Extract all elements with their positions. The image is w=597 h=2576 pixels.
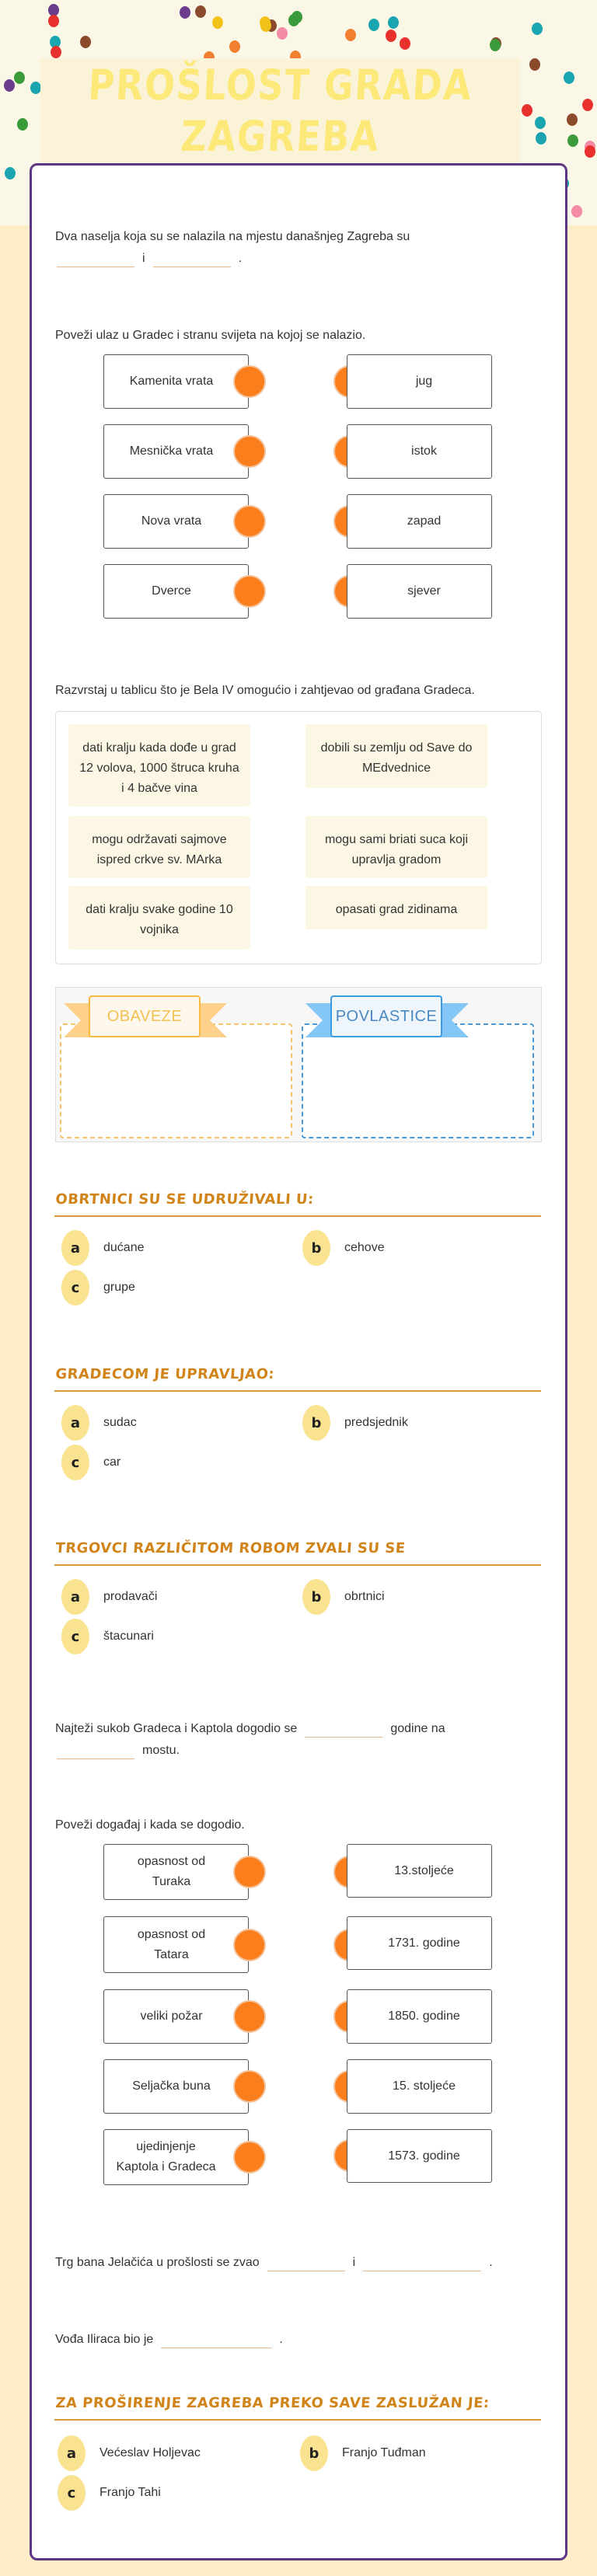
option-label: prodavači [103,1590,158,1603]
match-label: 15. stoljeće [393,2079,456,2093]
match-right-item[interactable] [347,1844,492,1898]
answer-blank-2[interactable] [153,250,231,267]
option-label: grupe [103,1281,135,1294]
mc-option-c[interactable] [61,1619,154,1654]
option-letter-badge: b [302,1230,330,1266]
mc-question-title: GRADECOM JE UPRAVLJAO: [54,1366,543,1392]
polka-dot [5,167,16,180]
match-left-item[interactable] [103,354,249,409]
polka-dot [195,5,206,18]
polka-dot [30,82,41,94]
mc-option-a[interactable] [61,1579,157,1615]
question-fill-blank-settlements [55,226,542,270]
option-letter-badge: c [61,1270,89,1305]
draggable-sort-item[interactable]: mogu sami briati suca koji upravlja gradom [305,816,487,878]
polka-dot [51,46,61,58]
option-letter-badge: c [58,2475,86,2511]
draggable-sort-item[interactable]: dobili su zemlju od Save do MEdvednice [305,724,487,788]
match-label: ujedinjenje Kaptola i Gradeca [116,2140,216,2173]
option-label: car [103,1455,121,1469]
question-match-events-prompt [55,1814,542,1836]
question-text: Poveži ulaz u Gradec i stranu svijeta na kojoj se nalazio. [55,329,366,342]
match-connector-dot[interactable] [233,2141,266,2173]
question-text: Razvrstaj u tablicu što je Bela IV omogućio i zahtjevao od građana Gradeca. [55,684,475,697]
polka-dot [14,71,25,84]
mc-option-b[interactable] [302,1579,385,1615]
ribbon-povlastice [305,995,469,1037]
match-label: Kamenita vrata [129,375,214,388]
polka-dot [368,19,379,31]
polka-dot [522,104,532,117]
match-label: sjever [407,584,441,598]
match-right-item[interactable] [347,1989,492,2044]
match-label: Mesnička vrata [129,444,214,458]
option-label: štacunari [103,1630,154,1643]
polka-dot [288,14,299,26]
polka-dot [345,29,356,41]
match-right-item[interactable] [347,1916,492,1970]
option-label: dućane [103,1241,145,1254]
ribbon-obaveze [64,995,227,1037]
mc-option-b[interactable] [300,2435,426,2471]
polka-dot [4,79,15,92]
question-match-gates-prompt [55,325,542,347]
option-letter-badge: a [58,2435,86,2471]
question-text: Vođa Iliraca bio je [55,2333,154,2346]
answer-blank-year[interactable] [305,1720,382,1738]
match-right-item[interactable] [347,564,492,619]
match-connector-dot[interactable] [233,2070,266,2103]
question-sort-prompt [55,680,542,702]
polka-dot [386,30,396,42]
match-connector-dot[interactable] [233,1856,266,1888]
match-label: jug [415,375,433,388]
polka-dot [400,37,410,50]
mc-option-b[interactable] [302,1405,408,1441]
mc-option-c[interactable] [61,1445,120,1480]
match-right-item[interactable] [347,494,492,549]
match-left-item[interactable] [103,1844,249,1900]
question-text: Najteži sukob Gradeca i Kaptola dogodio se [55,1722,298,1735]
bucket-povlastice[interactable] [302,1023,534,1138]
polka-dot [212,16,223,29]
draggable-sort-item[interactable]: mogu održavati sajmove ispred crkve sv. MArka [68,816,250,878]
polka-dot [585,145,595,158]
polka-dot [529,58,540,71]
option-letter-badge: a [61,1579,89,1615]
match-left-item[interactable] [103,564,249,619]
polka-dot [277,27,288,40]
match-label: Dverce [152,584,191,598]
match-right-item[interactable] [347,354,492,409]
period: . [489,2256,493,2269]
mc-question-title: ZA PROŠIRENJE ZAGREBA PREKO SAVE ZASLUŽAN JE: [54,2395,543,2421]
question-fill-blank-conflict [55,1718,542,1762]
match-label: opasnost od Turaka [137,1855,206,1888]
polka-dot [571,205,582,218]
match-connector-dot[interactable] [233,2000,266,2033]
match-left-item[interactable] [103,494,249,549]
polka-dot [80,36,91,48]
question-text: Poveži događaj i kada se dogodio. [55,1818,245,1832]
option-letter-badge: c [61,1619,89,1654]
match-left-item[interactable] [103,424,249,479]
match-right-item[interactable] [347,2129,492,2183]
mc-option-a[interactable] [61,1405,137,1441]
match-connector-dot[interactable] [233,505,266,538]
polka-dot [180,6,190,19]
conjunction: i [352,2256,356,2269]
worksheet-card [30,163,567,2560]
draggable-sort-item[interactable]: opasati grad zidinama [305,886,487,929]
polka-dot [567,134,578,147]
period: . [238,252,243,265]
option-label: obrtnici [344,1590,385,1603]
match-label: Nova vrata [141,514,202,528]
question-fill-blank-illyrians [55,2329,542,2351]
match-connector-dot[interactable] [233,575,266,608]
match-label: zapad [407,514,442,528]
question-text: mostu. [142,1744,180,1757]
match-label: opasnost od Tatara [137,1927,206,1961]
bucket-label: POVLASTICE [330,995,442,1037]
match-connector-dot[interactable] [233,435,266,468]
polka-dot [48,15,59,27]
mc-question-title: TRGOVCI RAZLIČITOM ROBOM ZVALI SU SE [54,1540,543,1566]
match-label: istok [411,444,437,458]
question-text: Dva naselja koja su se nalazila na mjestu današnjeg Zagreba su [55,230,410,243]
match-label: 1731. godine [388,1936,460,1950]
match-connector-dot[interactable] [233,1929,266,1961]
polka-dot [536,132,546,145]
question-text: godine na [390,1722,445,1735]
option-letter-badge: c [61,1445,89,1480]
polka-dot [564,71,574,84]
polka-dot [260,16,271,29]
match-label: 1850. godine [388,2010,460,2023]
draggable-sort-item[interactable]: dati kralju svake godine 10 vojnika [68,886,250,950]
match-right-item[interactable] [347,424,492,479]
sort-item-pool [55,711,542,964]
answer-blank-1[interactable] [57,250,134,267]
match-label: Seljačka buna [132,2079,211,2093]
title-banner [40,58,520,163]
bucket-obaveze[interactable] [60,1023,292,1138]
polka-dot [490,39,501,51]
match-label: 1573. godine [388,2149,460,2163]
mc-option-c[interactable] [58,2475,161,2511]
page-title-line2: ZAGREBA [179,111,382,161]
match-connector-dot[interactable] [233,365,266,398]
match-left-item[interactable] [103,2059,249,2114]
option-letter-badge: a [61,1230,89,1266]
mc-question-title: OBRTNICI SU SE UDRUŽIVALI U: [54,1191,543,1217]
match-left-item[interactable] [103,1989,249,2044]
bucket-label: OBAVEZE [89,995,201,1037]
option-letter-badge: b [302,1579,330,1615]
mc-option-b[interactable] [302,1230,385,1266]
polka-dot [535,117,546,129]
option-label: sudac [103,1416,137,1429]
polka-dot [532,23,543,35]
polka-dot [582,99,593,111]
mc-option-c[interactable] [61,1270,135,1305]
option-label: predsjednik [344,1416,408,1429]
polka-dot [229,40,240,53]
match-label: veliki požar [140,2010,203,2023]
mc-option-a[interactable] [58,2435,201,2471]
mc-option-a[interactable] [61,1230,145,1266]
draggable-sort-item[interactable]: dati kralju kada dođe u grad 12 volova, 1000 štruca kruha i 4 bačve vina [68,724,250,807]
option-label: Većeslav Holjevac [100,2446,201,2459]
answer-blank-bridge[interactable] [57,1742,134,1759]
polka-dot [567,113,578,126]
option-label: Franjo Tahi [100,2486,161,2499]
match-left-item[interactable] [103,1916,249,1973]
polka-dot [17,118,28,131]
period: . [279,2333,283,2346]
answer-blank[interactable] [161,2331,271,2348]
match-right-item[interactable] [347,2059,492,2114]
conjunction: i [142,252,145,265]
polka-dot [388,16,399,29]
answer-blank-1[interactable] [267,2254,345,2271]
match-label: 13.stoljeće [394,1863,454,1877]
option-label: Franjo Tuđman [342,2446,426,2459]
option-label: cehove [344,1241,385,1254]
answer-blank-2[interactable] [363,2254,481,2271]
page-title-line1: PROŠLOST GRADA [86,60,474,110]
match-left-item[interactable] [103,2129,249,2185]
sort-buckets [55,987,542,1142]
option-letter-badge: a [61,1405,89,1441]
question-fill-blank-square [55,2252,542,2274]
question-text: Trg bana Jelačića u prošlosti se zvao [55,2256,260,2269]
option-letter-badge: b [302,1405,330,1441]
option-letter-badge: b [300,2435,328,2471]
